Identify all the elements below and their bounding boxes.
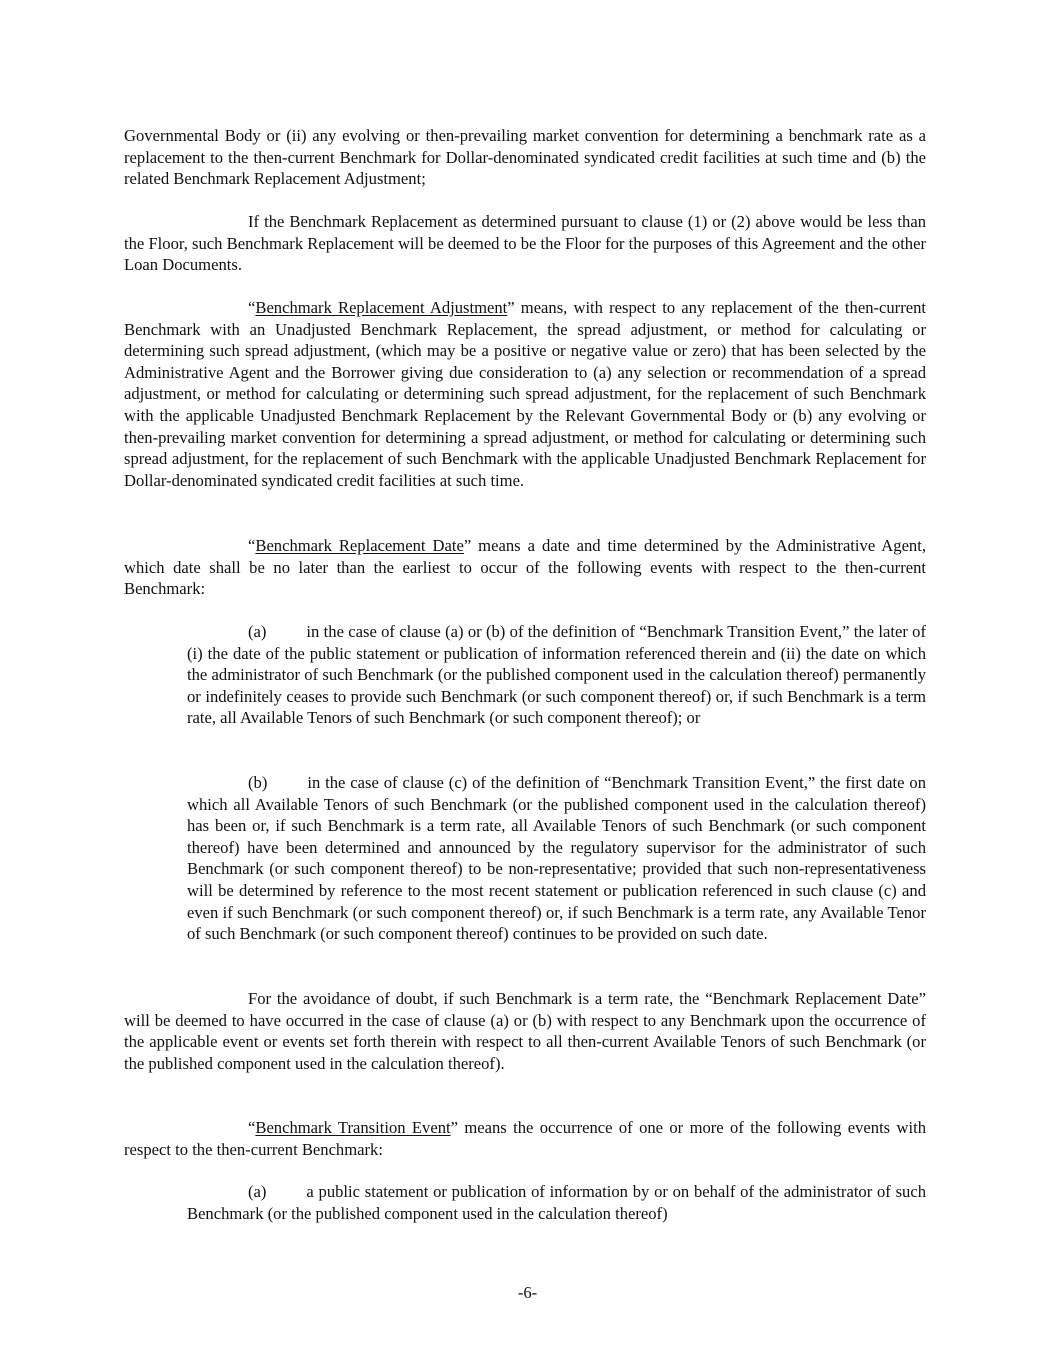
defined-term: Benchmark Replacement Adjustment [255,298,508,317]
definition-benchmark-replacement-date: “Benchmark Replacement Date” means a date and time determined by the Administrative Agent, which date shall be no later than the earliest to occur of the following events with respect to the then-current Benchmark: [124,536,926,599]
definition-benchmark-transition-event: “Benchmark Transition Event” means the occurrence of one or more of the following events with respect to the then-current Benchmark: [124,1118,927,1159]
clause-label: (a) [248,622,267,641]
defined-term: Benchmark Transition Event [255,1118,451,1137]
defined-term: Benchmark Replacement Date [255,536,464,555]
clause-b-replacement-date: (b) in the case of clause (c) of the definition of “Benchmark Transition Event,” the first date on which all Available Tenors of such Benchmark (or the published component used in the calculation thereof) has been or, if such Benchmark is a term rate, all Available Tenors of such Benchmark (or such component thereof) have been determined and announced by the regulatory supervisor for the administrator of such Benchmark (or such component thereof) to be non-representative; provided that such non-representativeness will be determined by reference to the most recent statement or publication referenced in such clause (c) and even if such Benchmark (or such component thereof) or, if such Benchmark is a term rate, any Available Tenor of such Benchmark (or such component thereof) continues to be provided on such date. [187,773,926,944]
clause-label: (b) [248,773,268,792]
paragraph-avoidance-of-doubt: For the avoidance of doubt, if such Benchmark is a term rate, the “Benchmark Replacement Date” will be deemed to have occurred in the case of clause (a) or (b) with respect to any Benchmark upon the occurrence of the applicable event or events set forth therein with respect to all then-current Available Tenors of such Benchmark (or the published component used in the calculation thereof). [124,989,926,1073]
paragraph-continuation: Governmental Body or (ii) any evolving or then-prevailing market convention for determining a benchmark rate as a replacement to the then-current Benchmark for Dollar-denominated syndicated credit facilities at such time and (b) the related Benchmark Replacement Adjustment; [124,126,926,189]
clause-a-transition-event: (a) a public statement or publication of information by or on behalf of the administrator of such Benchmark (or the published component used in the calculation thereof) [187,1182,926,1223]
page-number: -6- [517,1283,538,1302]
clause-a-replacement-date: (a) in the case of clause (a) or (b) of the definition of “Benchmark Transition Event,” the later of (i) the date of the public statement or publication of information referenced therein and (ii) the date on which the administrator of such Benchmark (or the published component used in the calculation thereof) permanently or indefinitely ceases to provide such Benchmark (or such component thereof) or, if such Benchmark is a term rate, all Available Tenors of such Benchmark (or such component thereof); or [187,622,926,728]
paragraph-floor: If the Benchmark Replacement as determined pursuant to clause (1) or (2) above would be less than the Floor, such Benchmark Replacement will be deemed to be the Floor for the purposes of this Agreement and the other Loan Documents. [124,212,926,275]
clause-label: (a) [248,1182,267,1201]
definition-benchmark-replacement-adjustment: “Benchmark Replacement Adjustment” means, with respect to any replacement of the then-current Benchmark with an Unadjusted Benchmark Replacement, the spread adjustment, or method for calculating or determining such spread adjustment, (which may be a positive or negative value or zero) that has been selected by the Administrative Agent and the Borrower giving due consideration to (a) any selection or recommendation of a spread adjustment, or method for calculating or determining such spread adjustment, for the replacement of such Benchmark with the applicable Unadjusted Benchmark Replacement by the Relevant Governmental Body or (b) any evolving or then-prevailing market convention for determining a spread adjustment, or method for calculating or determining such spread adjustment, for the replacement of such Benchmark with the applicable Unadjusted Benchmark Replacement for Dollar-denominated syndicated credit facilities at such time. [124,298,927,490]
